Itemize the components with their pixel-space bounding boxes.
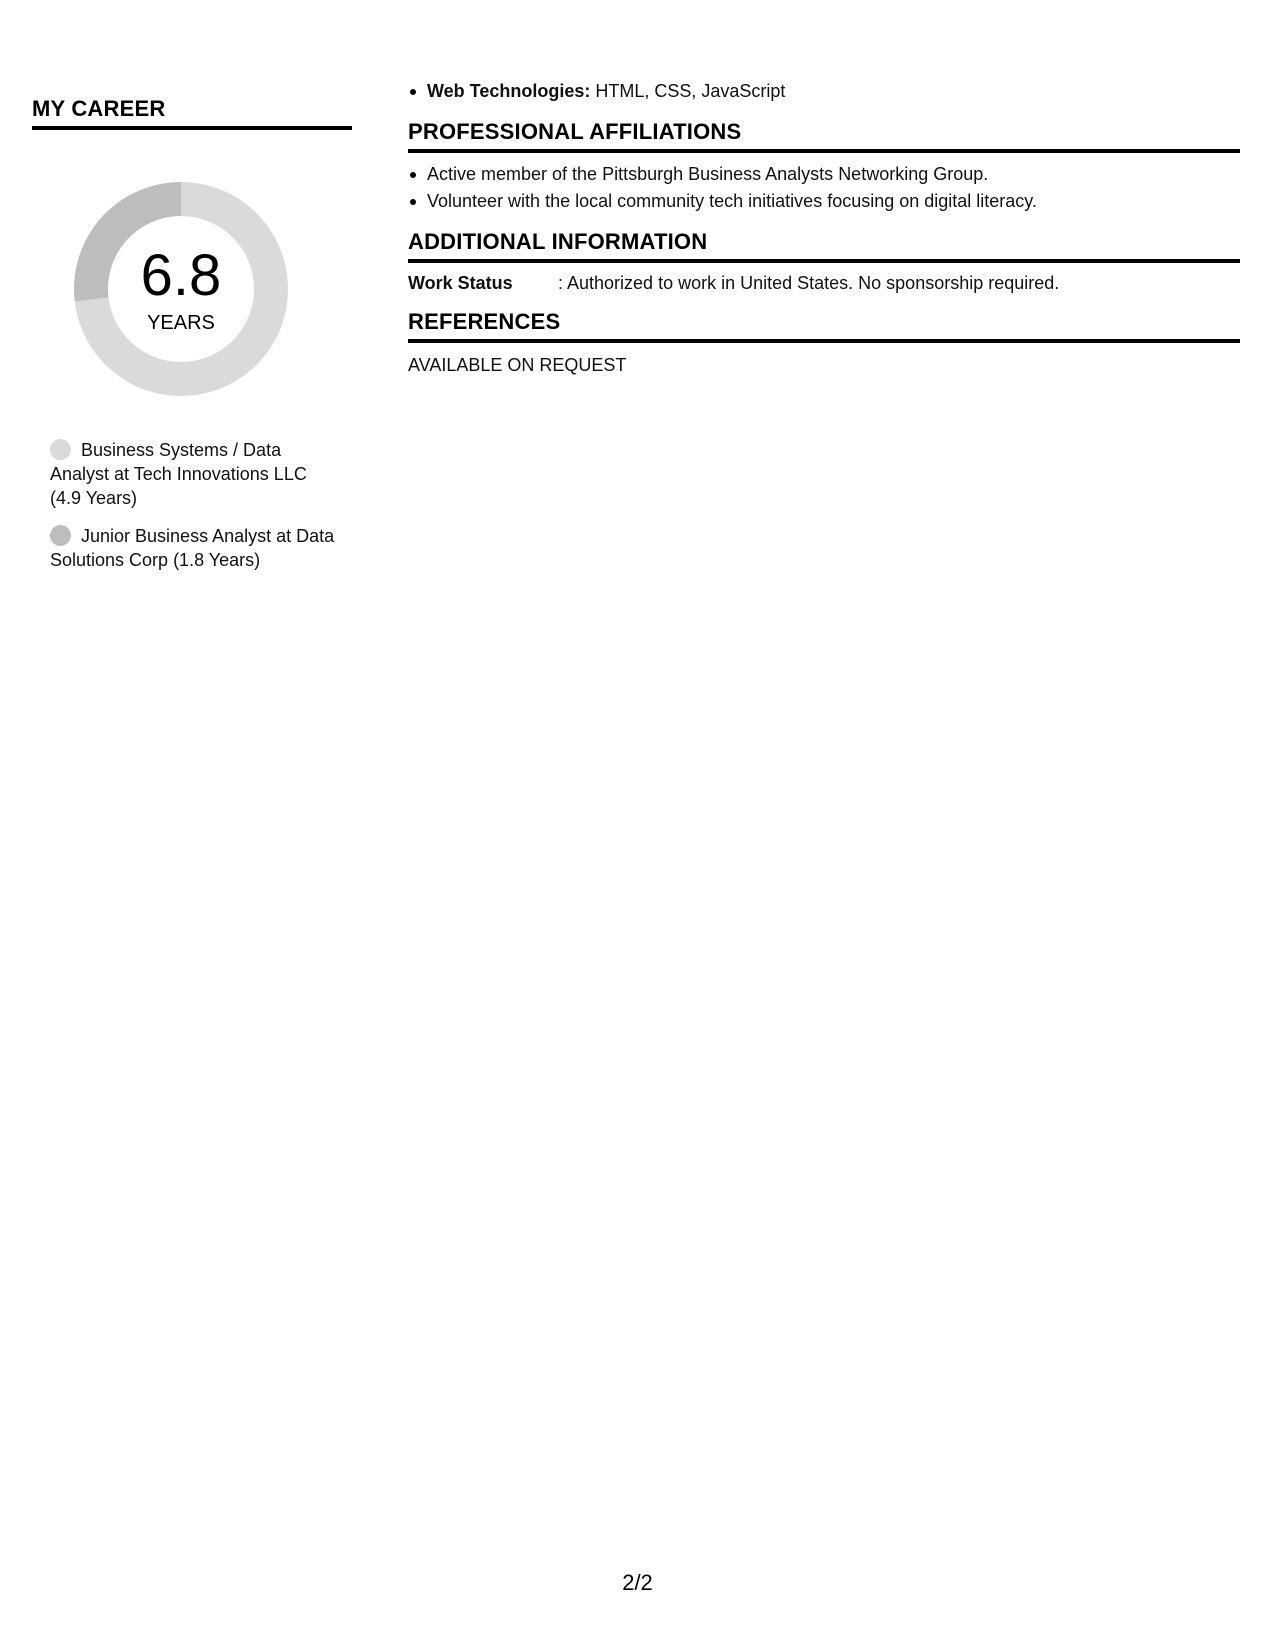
list-item [427,78,1240,105]
references-text: AVAILABLE ON REQUEST [408,355,627,375]
legend-item [50,524,340,572]
work-status-value: : Authorized to work in United States. No sponsorship required. [558,273,1060,293]
additional-info-heading: ADDITIONAL INFORMATION [408,229,1240,263]
affiliations-heading: PROFESSIONAL AFFILIATIONS [408,119,1240,153]
donut-center [66,174,296,404]
legend-item-text: Business Systems / Data Analyst at Tech Innovations LLC (4.9 Years) [50,440,307,508]
skill-label: Web Technologies: [427,81,591,101]
legend-dot-icon [50,525,71,546]
affiliations-list [408,161,1240,215]
main-content [408,78,1240,377]
work-status-row [408,271,1240,295]
total-years-value: 6.8 [140,243,222,308]
list-item: Active member of the Pittsburgh Business Analysts Networking Group. [427,161,1240,188]
page-number: 2/2 [622,1570,653,1595]
career-heading: MY CAREER [32,96,352,130]
career-donut-chart [66,174,296,404]
legend-item-text: Junior Business Analyst at Data Solutions Corp (1.8 Years) [50,526,335,570]
references-heading: REFERENCES [408,309,1240,343]
list-item: Volunteer with the local community tech initiatives focusing on digital literacy. [427,188,1240,215]
skill-value: HTML, CSS, JavaScript [595,81,786,101]
career-legend [50,438,340,572]
work-status-label: Work Status [408,273,513,293]
total-years-unit: YEARS [147,312,215,334]
skills-continued-list [408,78,1240,105]
legend-item [50,438,340,510]
career-sidebar [32,96,352,586]
legend-dot-icon [50,439,71,460]
